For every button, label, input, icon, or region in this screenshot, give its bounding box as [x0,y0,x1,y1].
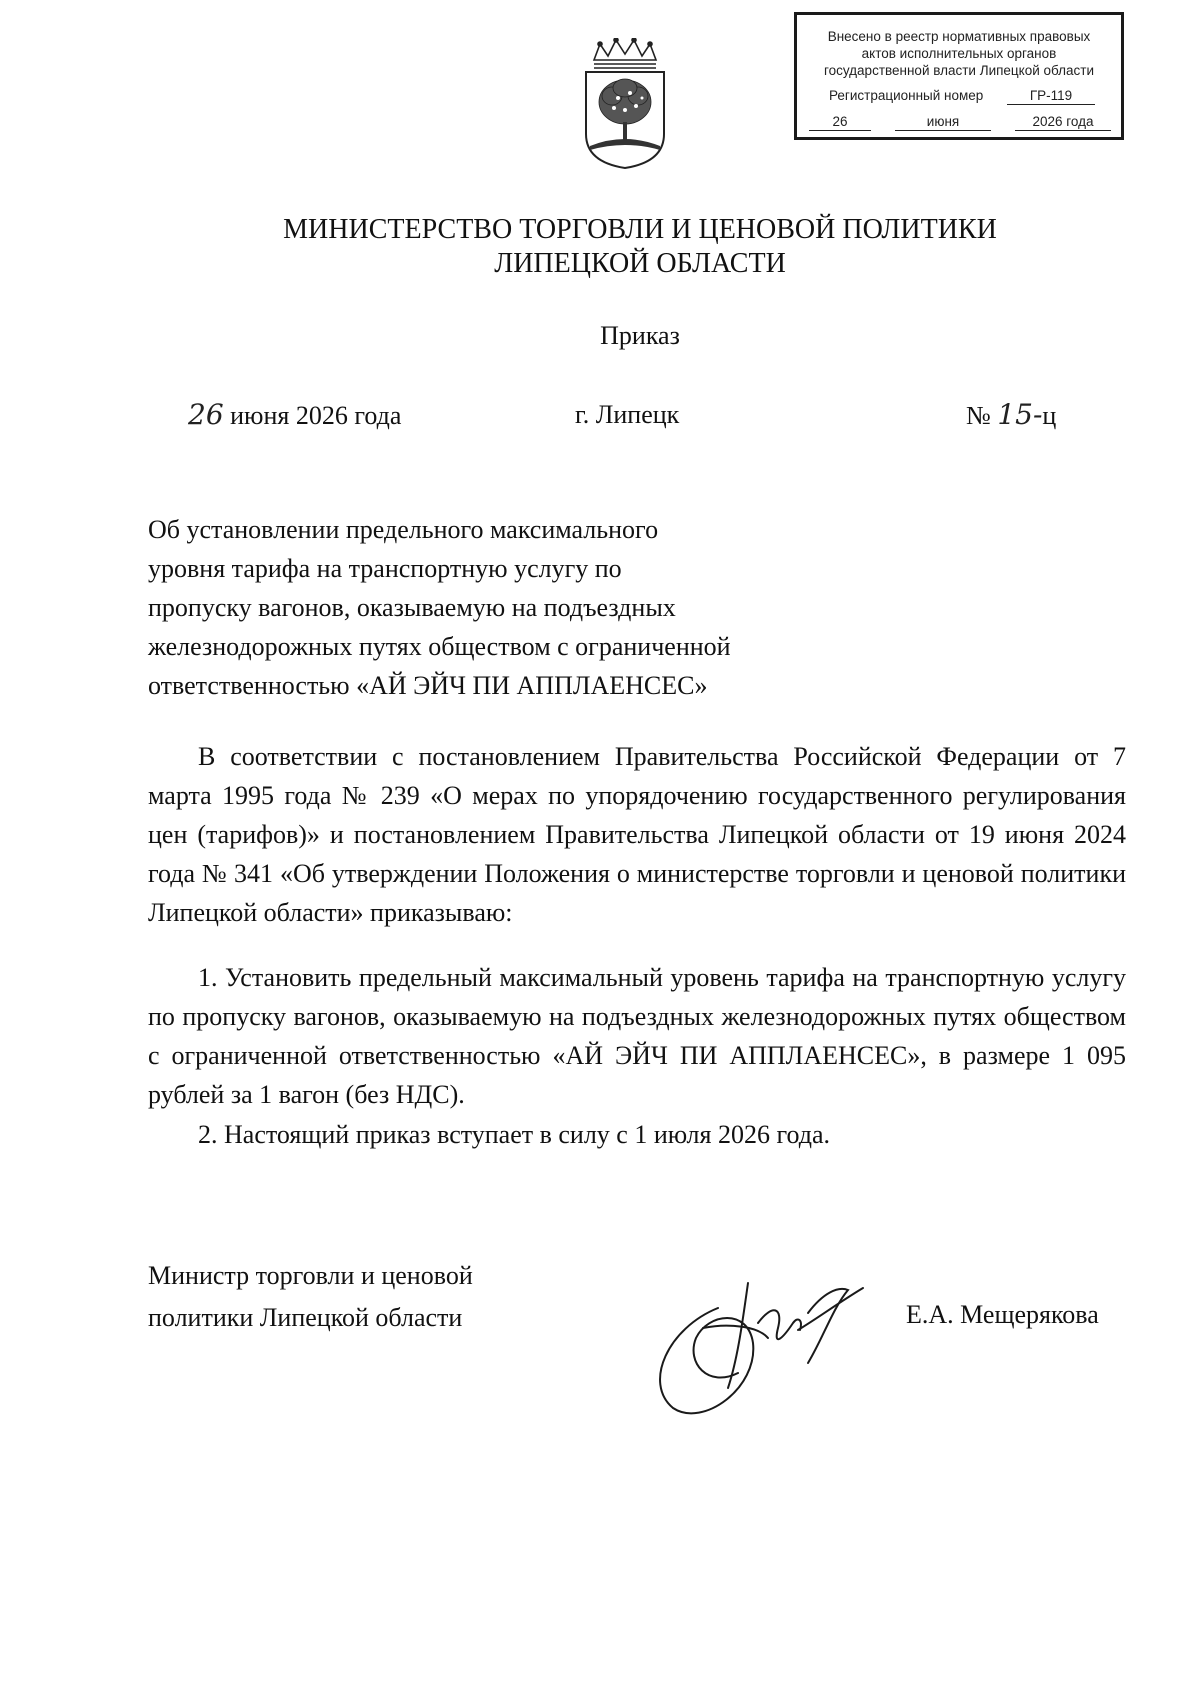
registry-stamp [794,12,1124,140]
order-city: г. Липецк [575,400,680,429]
handwritten-signature-icon [648,1268,898,1418]
subject-line: железнодорожных путях обществом с ограниченной [148,632,731,661]
stamp-reg-label: Регистрационный номер [829,88,984,103]
stamp-year: 2026 года [1015,114,1111,131]
order-item-1: 1. Установить предельный максимальный уровень тарифа на транспортную услугу по пропуску вагонов, оказываемую на подъездных железнодорожных путях обществом с ограниченной ответственностью «АЙ ЭЙЧ ПИ АППЛАЕНСЕС», в размере 1 095 рублей за 1 вагон (без НДС). [148,963,1126,1109]
order-number-prefix: № [966,401,991,430]
stamp-reg-number: ГР-119 [1007,88,1095,105]
lipetsk-coat-of-arms-icon [580,38,670,170]
order-day-handwritten: 26 [188,398,224,431]
subject-line: уровня тарифа на транспортную услугу по [148,554,622,583]
order-number-handwritten: 15- [997,398,1043,431]
ministry-title-line-1: МИНИСТЕРСТВО ТОРГОВЛИ И ЦЕНОВОЙ ПОЛИТИКИ [283,214,997,245]
order-item-2: 2. Настоящий приказ вступает в силу с 1 июля 2026 года. [198,1120,831,1149]
stamp-day: 26 [809,114,871,131]
order-number [966,400,1056,431]
stamp-line-2: актов исполнительных органов [861,46,1057,61]
stamp-line-3: государственной власти Липецкой области [823,63,1095,78]
signer-name: Е.А. Мещерякова [906,1300,1099,1329]
stamp-line-1: Внесено в реестр нормативных правовых [827,29,1091,44]
subject-line: ответственностью «АЙ ЭЙЧ ПИ АППЛАЕНСЕС» [148,671,708,700]
signer-title-line-1: Министр торговли и ценовой [148,1261,473,1290]
order-subject [148,510,868,705]
subject-line: пропуску вагонов, оказываемую на подъездных [148,593,676,622]
signer-title-line-2: политики Липецкой области [148,1303,463,1332]
document-type: Приказ [600,321,680,350]
subject-line: Об установлении предельного максимального [148,515,659,544]
stamp-month: июня [895,114,991,131]
order-number-suffix: ц [1042,401,1057,430]
preamble-paragraph: В соответствии с постановлением Правительства Российской Федерации от 7 марта 1995 года № 239 «О мерах по упорядочению государственного регулирования цен (тарифов)» и постановлением Правительства Липецкой области от 19 июня 2024 года № 341 «Об утверждении Положения о министерстве торговли и ценовой политики Липецкой области» приказываю: [148,742,1126,927]
order-date [188,400,401,431]
ministry-title-line-2: ЛИПЕЦКОЙ ОБЛАСТИ [494,248,786,279]
order-date-rest: июня 2026 года [230,401,402,430]
signer-title [148,1255,473,1339]
